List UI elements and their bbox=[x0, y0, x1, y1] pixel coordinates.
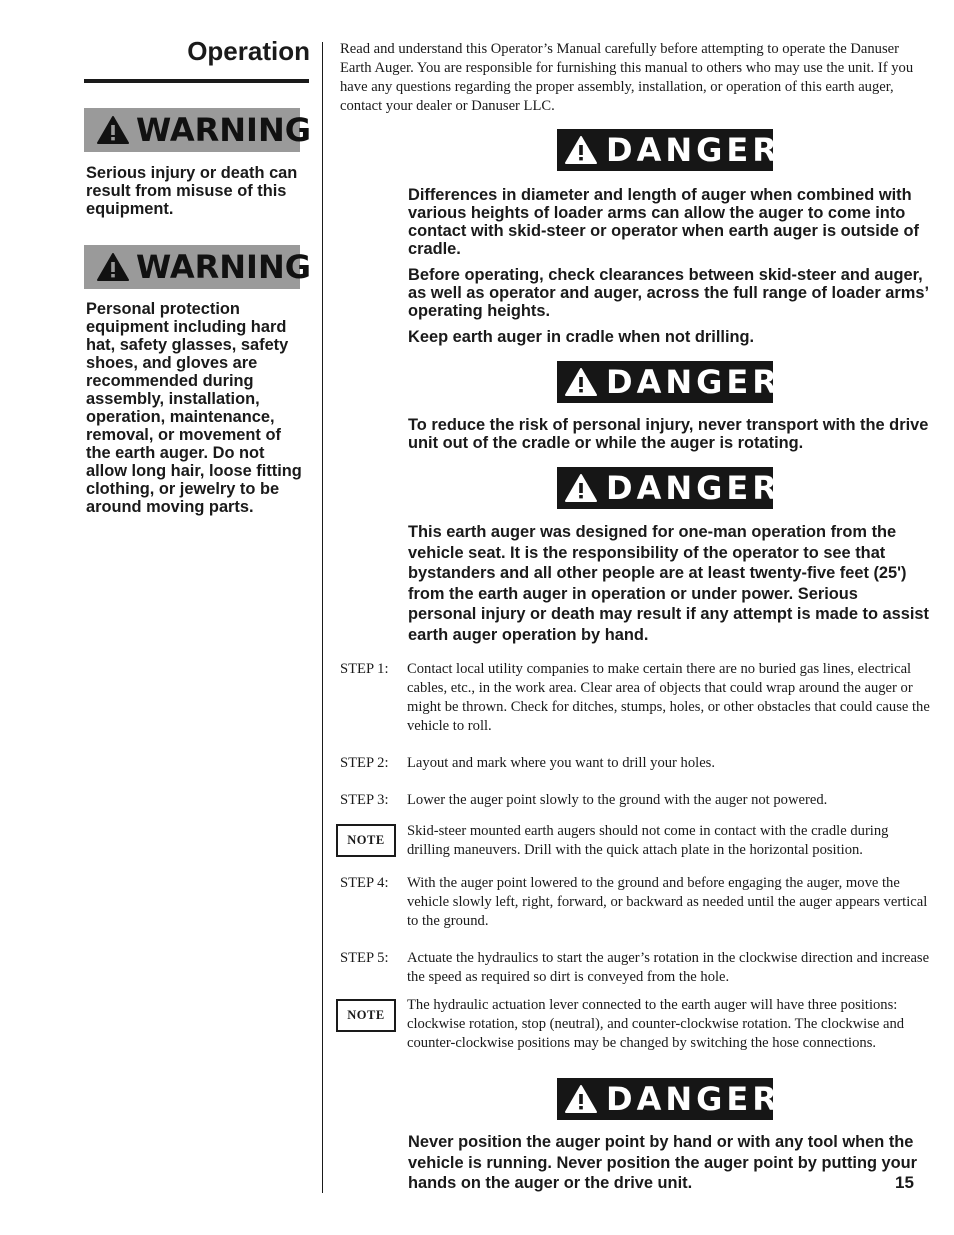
danger-label: DANGER bbox=[606, 1080, 781, 1118]
danger-label: DANGER bbox=[606, 469, 781, 507]
warning-text: Serious injury or death can result from misuse of this equipment. bbox=[86, 164, 298, 218]
danger-banner bbox=[557, 361, 781, 403]
step bbox=[340, 874, 930, 931]
danger-banner bbox=[557, 129, 781, 171]
step-text: Layout and mark where you want to drill your holes. bbox=[407, 755, 716, 771]
step-text: Actuate the hydraulics to start the auger’s rotation in the clockwise direction and increase the speed as required so dirt is conveyed from the hole. bbox=[407, 950, 930, 985]
step-label: STEP 1: bbox=[340, 661, 389, 677]
warning-triangle-icon bbox=[96, 252, 130, 282]
danger-text bbox=[408, 186, 930, 354]
danger-paragraph: Differences in diameter and length of auger when combined with various heights of loader arms can allow the auger to come into contact with skid-steer or operator when earth auger is outside of cradle. bbox=[408, 186, 919, 258]
danger-banner bbox=[557, 1078, 781, 1120]
danger-label: DANGER bbox=[606, 363, 781, 401]
danger-banner bbox=[557, 467, 781, 509]
danger-label: DANGER bbox=[606, 131, 781, 169]
step-label: STEP 2: bbox=[340, 755, 389, 771]
danger-paragraph: Keep earth auger in cradle when not drilling. bbox=[408, 328, 755, 346]
intro-paragraph: Read and understand this Operator’s Manual carefully before attempting to operate the Danuser Earth Auger. You are responsible for furnishing this manual to others who may use the unit. If you have any questions regarding the proper assembly, installation, or operation of this earth auger, contact your dealer or Danuser LLC. bbox=[340, 41, 914, 114]
step-label: STEP 5: bbox=[340, 950, 389, 966]
danger-text: Never position the auger point by hand or with any tool when the vehicle is running. Never position the auger point by putting your hands on the auger or the drive unit. bbox=[408, 1133, 918, 1192]
step-text: With the auger point lowered to the ground and before engaging the auger, move the vehicle slowly left, right, forward, or backward as needed until the auger appears vertical to the ground. bbox=[407, 875, 928, 929]
danger-text: This earth auger was designed for one-man operation from the vehicle seat. It is the responsibility of the operator to see that bystanders and all other people are at least twenty-five feet (25') from the earth auger in operation or under power. Serious personal injury or death may result if any attempt is made to assist earth auger operation by hand. bbox=[408, 523, 930, 644]
step-label: STEP 3: bbox=[340, 792, 389, 808]
step-text: Contact local utility companies to make certain there are no buried gas lines, electrical cables, etc., in the work area. Clear area of objects that could wrap around the auger or might be thrown. Check for ditches, stumps, holes, or other obstacles that could cause the vehicle to roll. bbox=[407, 661, 930, 734]
warning-text: Personal protection equipment including hard hat, safety glasses, safety shoes, and gloves are recommended during assembly, installation, operation, maintenance, removal, or movement of the earth auger. Do not allow long hair, loose fitting clothing, or jewelry to be around moving parts. bbox=[86, 300, 302, 516]
step bbox=[340, 949, 930, 987]
note-text: Skid-steer mounted earth augers should not come in contact with the cradle during drilling maneuvers. Drill with the quick attach plate in the horizontal position. bbox=[407, 823, 889, 858]
danger-triangle-icon bbox=[564, 1084, 598, 1114]
warning-triangle-icon bbox=[96, 115, 130, 145]
warning-label: WARNING bbox=[136, 111, 311, 149]
column-divider bbox=[322, 42, 323, 1193]
warning-banner bbox=[84, 245, 311, 289]
step bbox=[340, 791, 930, 810]
danger-text: To reduce the risk of personal injury, never transport with the drive unit out of the cradle or while the auger is rotating. bbox=[408, 416, 929, 452]
danger-triangle-icon bbox=[564, 135, 598, 165]
page-title: Operation bbox=[187, 36, 310, 66]
warning-label: WARNING bbox=[136, 248, 311, 286]
danger-paragraph: Before operating, check clearances between skid-steer and auger, as well as operator and auger, across the full range of loader arms’ operating heights. bbox=[408, 266, 929, 320]
step bbox=[340, 754, 930, 773]
note-label: NOTE bbox=[336, 999, 396, 1032]
note-text: The hydraulic actuation lever connected to the earth auger will have three positions: clockwise rotation, stop (neutral), and counter-clockwise rotation. The clockwise and counter-clockwise positions may be changed by switching the hose connections. bbox=[407, 997, 905, 1051]
note-label: NOTE bbox=[336, 824, 396, 857]
step bbox=[340, 660, 930, 736]
warning-banner bbox=[84, 108, 311, 152]
danger-triangle-icon bbox=[564, 367, 598, 397]
step-text: Lower the auger point slowly to the ground with the auger not powered. bbox=[407, 792, 828, 808]
danger-triangle-icon bbox=[564, 473, 598, 503]
page-number: 15 bbox=[895, 1173, 914, 1192]
step-label: STEP 4: bbox=[340, 875, 389, 891]
title-rule bbox=[84, 79, 309, 83]
